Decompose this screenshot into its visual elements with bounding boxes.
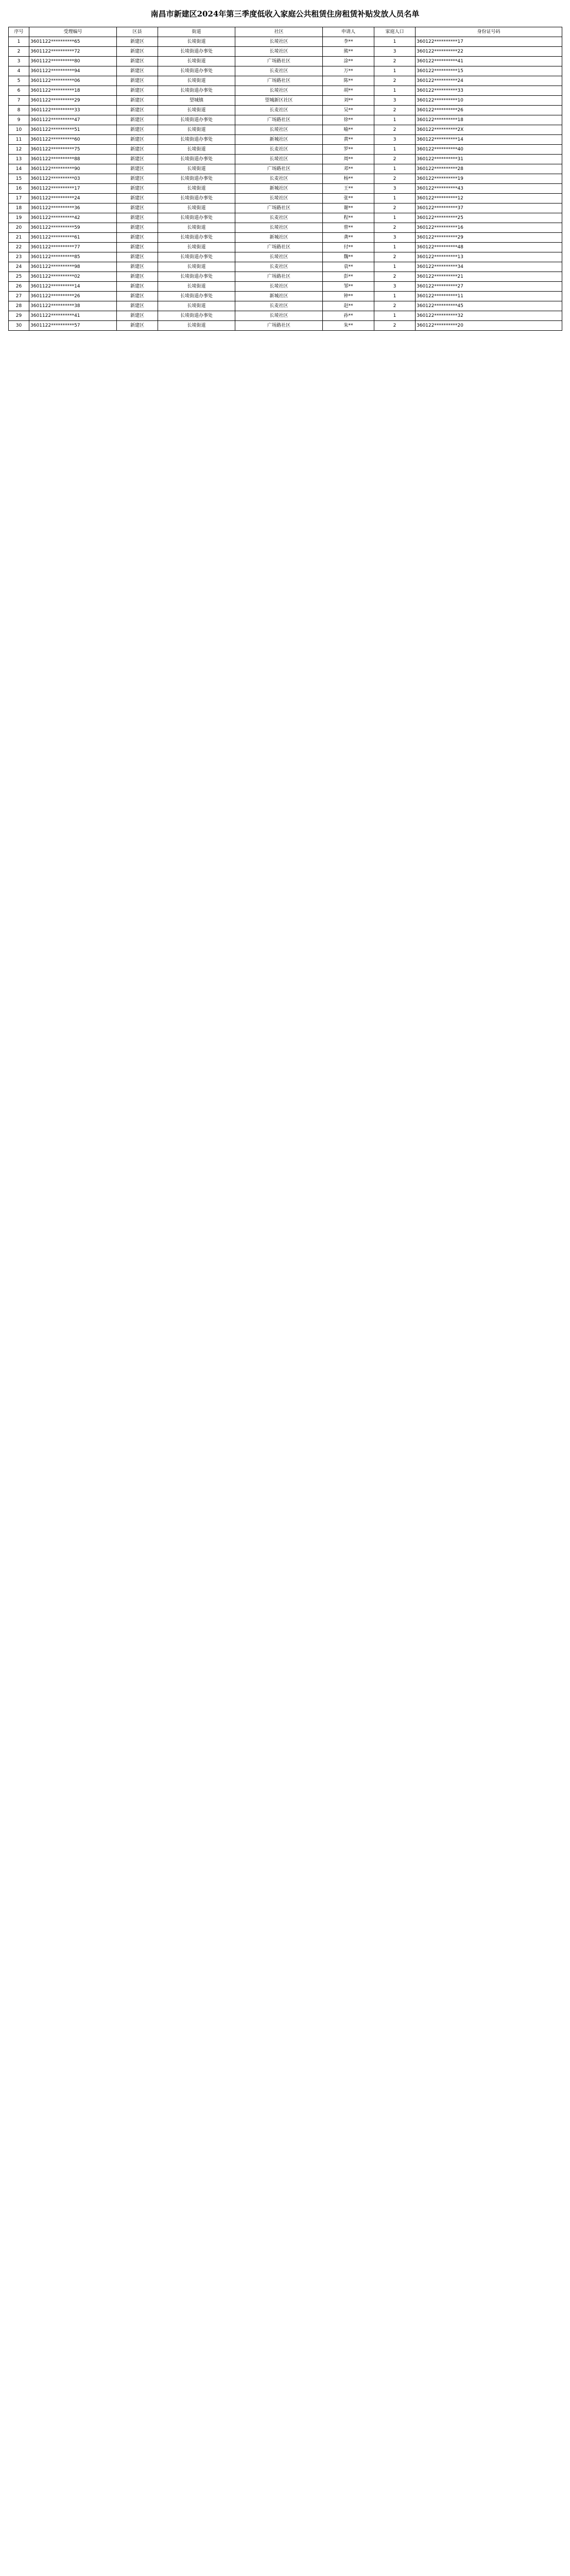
header-applicant: 申请人 [323,27,374,37]
cell-id: 3601122**********51 [29,125,117,135]
cell-seq: 27 [9,292,29,301]
cell-id: 3601122**********72 [29,47,117,57]
cell-household-size: 2 [374,223,416,233]
table-row [9,66,562,76]
cell-seq: 6 [9,86,29,96]
cell-district: 新建区 [117,223,158,233]
cell-id: 3601122**********06 [29,76,117,86]
cell-applicant: 徐** [323,115,374,125]
cell-applicant: 周** [323,155,374,164]
cell-household-size: 1 [374,194,416,204]
cell-street: 长堎街道 [158,125,235,135]
table-row [9,115,562,125]
cell-district: 新建区 [117,301,158,311]
cell-household-size: 3 [374,135,416,145]
cell-street: 长堎街道办事处 [158,66,235,76]
cell-street: 长堎街道办事处 [158,213,235,223]
cell-district: 新建区 [117,282,158,292]
cell-seq: 29 [9,311,29,321]
cell-seq: 12 [9,145,29,155]
cell-id: 3601122**********57 [29,321,117,331]
table-row [9,125,562,135]
cell-household-size: 1 [374,262,416,272]
cell-applicant: 邹** [323,282,374,292]
cell-street: 长堎街道 [158,204,235,213]
cell-id-card: 360122**********22 [416,47,562,57]
cell-community: 广场路社区 [235,272,323,282]
cell-applicant: 孙** [323,311,374,321]
cell-community: 长麦社区 [235,106,323,115]
cell-id-card: 360122**********37 [416,204,562,213]
cell-household-size: 1 [374,164,416,174]
cell-household-size: 1 [374,37,416,47]
cell-id: 3601122**********42 [29,213,117,223]
cell-street: 长堎街道办事处 [158,272,235,282]
cell-id-card: 360122**********24 [416,76,562,86]
cell-community: 广场路社区 [235,321,323,331]
cell-district: 新建区 [117,96,158,106]
cell-id: 3601122**********41 [29,311,117,321]
cell-id: 3601122**********36 [29,204,117,213]
table-row [9,213,562,223]
cell-district: 新建区 [117,145,158,155]
cell-household-size: 1 [374,145,416,155]
cell-applicant: 黄** [323,135,374,145]
cell-street: 长堎街道 [158,321,235,331]
cell-community: 长堎社区 [235,194,323,204]
cell-community: 长麦社区 [235,66,323,76]
cell-street: 长堎街道 [158,301,235,311]
cell-seq: 23 [9,252,29,262]
cell-id: 3601122**********60 [29,135,117,145]
cell-district: 新建区 [117,106,158,115]
cell-district: 新建区 [117,321,158,331]
cell-district: 新建区 [117,135,158,145]
cell-street: 长堎街道办事处 [158,252,235,262]
cell-id: 3601122**********90 [29,164,117,174]
cell-id: 3601122**********33 [29,106,117,115]
cell-id-card: 360122**********33 [416,86,562,96]
cell-id-card: 360122**********34 [416,262,562,272]
cell-id-card: 360122**********40 [416,145,562,155]
cell-district: 新建区 [117,125,158,135]
cell-district: 新建区 [117,194,158,204]
cell-id: 3601122**********98 [29,262,117,272]
cell-community: 长堎社区 [235,155,323,164]
cell-seq: 21 [9,233,29,243]
cell-applicant: 胡** [323,86,374,96]
table-header-row [9,27,562,37]
cell-household-size: 2 [374,155,416,164]
cell-street: 长堎街道办事处 [158,174,235,184]
cell-id-card: 360122**********25 [416,213,562,223]
cell-household-size: 2 [374,321,416,331]
cell-applicant: 张** [323,194,374,204]
cell-street: 长堎街道 [158,106,235,115]
cell-id: 3601122**********18 [29,86,117,96]
cell-applicant: 涂** [323,57,374,66]
cell-district: 新建区 [117,262,158,272]
cell-id-card: 360122**********16 [416,223,562,233]
cell-community: 长麦社区 [235,174,323,184]
cell-community: 望城新区社区 [235,96,323,106]
cell-seq: 1 [9,37,29,47]
header-id: 受理编号 [29,27,117,37]
cell-household-size: 2 [374,76,416,86]
cell-district: 新建区 [117,233,158,243]
cell-household-size: 1 [374,66,416,76]
table-row [9,292,562,301]
cell-household-size: 2 [374,204,416,213]
cell-id: 3601122**********02 [29,272,117,282]
cell-applicant: 龚** [323,233,374,243]
cell-seq: 4 [9,66,29,76]
cell-seq: 2 [9,47,29,57]
cell-applicant: 杨** [323,174,374,184]
cell-district: 新建区 [117,311,158,321]
cell-community: 长麦社区 [235,301,323,311]
cell-community: 新城社区 [235,184,323,194]
cell-community: 长堎社区 [235,47,323,57]
cell-id: 3601122**********88 [29,155,117,164]
cell-id-card: 360122**********43 [416,184,562,194]
cell-community: 长麦社区 [235,213,323,223]
cell-seq: 26 [9,282,29,292]
cell-id-card: 360122**********2X [416,125,562,135]
cell-district: 新建区 [117,272,158,282]
cell-seq: 9 [9,115,29,125]
cell-seq: 20 [9,223,29,233]
cell-street: 望城镇 [158,96,235,106]
cell-seq: 11 [9,135,29,145]
cell-seq: 10 [9,125,29,135]
cell-id-card: 360122**********13 [416,252,562,262]
cell-street: 长堎街道办事处 [158,47,235,57]
cell-street: 长堎街道 [158,164,235,174]
table-row [9,155,562,164]
table-row [9,311,562,321]
cell-id: 3601122**********47 [29,115,117,125]
cell-household-size: 1 [374,311,416,321]
cell-seq: 3 [9,57,29,66]
cell-district: 新建区 [117,66,158,76]
cell-district: 新建区 [117,292,158,301]
cell-household-size: 2 [374,125,416,135]
cell-seq: 5 [9,76,29,86]
cell-seq: 15 [9,174,29,184]
cell-household-size: 2 [374,301,416,311]
cell-household-size: 2 [374,106,416,115]
cell-seq: 22 [9,243,29,252]
cell-id: 3601122**********77 [29,243,117,252]
header-id-card: 身份证号码 [416,27,562,37]
cell-id-card: 360122**********20 [416,321,562,331]
cell-id: 3601122**********65 [29,37,117,47]
cell-household-size: 1 [374,213,416,223]
cell-applicant: 吴** [323,106,374,115]
cell-id-card: 360122**********45 [416,301,562,311]
table-row [9,194,562,204]
cell-applicant: 王** [323,184,374,194]
cell-household-size: 1 [374,243,416,252]
header-seq: 序号 [9,27,29,37]
header-community: 社区 [235,27,323,37]
cell-household-size: 1 [374,292,416,301]
table-row [9,164,562,174]
cell-id-card: 360122**********10 [416,96,562,106]
cell-household-size: 3 [374,233,416,243]
cell-street: 长堎街道办事处 [158,292,235,301]
cell-district: 新建区 [117,47,158,57]
cell-applicant: 彭** [323,272,374,282]
roster-table [8,27,562,331]
cell-household-size: 2 [374,252,416,262]
cell-district: 新建区 [117,76,158,86]
table-row [9,96,562,106]
table-row [9,301,562,311]
cell-community: 长堎社区 [235,37,323,47]
cell-id-card: 360122**********31 [416,155,562,164]
cell-district: 新建区 [117,57,158,66]
cell-id: 3601122**********38 [29,301,117,311]
cell-district: 新建区 [117,204,158,213]
cell-applicant: 邓** [323,164,374,174]
cell-district: 新建区 [117,164,158,174]
table-row [9,223,562,233]
cell-id: 3601122**********59 [29,223,117,233]
cell-seq: 28 [9,301,29,311]
cell-applicant: 喻** [323,125,374,135]
cell-community: 新城社区 [235,292,323,301]
cell-id: 3601122**********14 [29,282,117,292]
cell-applicant: 朱** [323,321,374,331]
cell-community: 长堎社区 [235,223,323,233]
cell-community: 广场路社区 [235,57,323,66]
cell-household-size: 1 [374,86,416,96]
cell-household-size: 2 [374,174,416,184]
cell-id-card: 360122**********41 [416,57,562,66]
table-row [9,233,562,243]
cell-street: 长堎街道办事处 [158,135,235,145]
cell-street: 长堎街道 [158,282,235,292]
cell-id-card: 360122**********11 [416,292,562,301]
cell-id: 3601122**********75 [29,145,117,155]
cell-street: 长堎街道办事处 [158,311,235,321]
cell-district: 新建区 [117,252,158,262]
cell-district: 新建区 [117,213,158,223]
cell-community: 长堎社区 [235,125,323,135]
cell-district: 新建区 [117,174,158,184]
table-row [9,184,562,194]
cell-applicant: 熊** [323,47,374,57]
cell-community: 广场路社区 [235,76,323,86]
cell-household-size: 3 [374,47,416,57]
cell-applicant: 陈** [323,76,374,86]
cell-street: 长堎街道 [158,262,235,272]
cell-applicant: 袁** [323,262,374,272]
table-row [9,282,562,292]
cell-id: 3601122**********24 [29,194,117,204]
cell-applicant: 魏** [323,252,374,262]
table-row [9,37,562,47]
cell-applicant: 刘** [323,96,374,106]
cell-id: 3601122**********29 [29,96,117,106]
cell-street: 长堎街道 [158,184,235,194]
table-row [9,57,562,66]
cell-street: 长堎街道 [158,37,235,47]
table-body [9,37,562,331]
cell-id-card: 360122**********26 [416,106,562,115]
cell-seq: 7 [9,96,29,106]
cell-household-size: 3 [374,184,416,194]
cell-street: 长堎街道 [158,76,235,86]
cell-community: 广场路社区 [235,243,323,252]
cell-applicant: 付** [323,243,374,252]
cell-applicant: 罗** [323,145,374,155]
cell-id-card: 360122**********19 [416,174,562,184]
table-row [9,47,562,57]
cell-district: 新建区 [117,86,158,96]
cell-id-card: 360122**********27 [416,282,562,292]
cell-id-card: 360122**********32 [416,311,562,321]
cell-community: 长麦社区 [235,262,323,272]
cell-applicant: 李** [323,37,374,47]
cell-id: 3601122**********85 [29,252,117,262]
header-street: 街道 [158,27,235,37]
cell-seq: 18 [9,204,29,213]
cell-id-card: 360122**********17 [416,37,562,47]
cell-id-card: 360122**********18 [416,115,562,125]
cell-id-card: 360122**********14 [416,135,562,145]
cell-community: 长堎社区 [235,311,323,321]
cell-id: 3601122**********94 [29,66,117,76]
cell-seq: 19 [9,213,29,223]
cell-community: 新城社区 [235,233,323,243]
cell-district: 新建区 [117,37,158,47]
cell-street: 长堎街道 [158,145,235,155]
cell-id: 3601122**********17 [29,184,117,194]
table-row [9,252,562,262]
table-row [9,135,562,145]
cell-community: 新城社区 [235,135,323,145]
cell-seq: 25 [9,272,29,282]
cell-seq: 16 [9,184,29,194]
cell-street: 长堎街道办事处 [158,233,235,243]
cell-district: 新建区 [117,184,158,194]
cell-id-card: 360122**********12 [416,194,562,204]
cell-district: 新建区 [117,115,158,125]
cell-seq: 14 [9,164,29,174]
cell-id: 3601122**********61 [29,233,117,243]
cell-seq: 17 [9,194,29,204]
cell-community: 长麦社区 [235,145,323,155]
cell-household-size: 3 [374,96,416,106]
cell-id-card: 360122**********21 [416,272,562,282]
cell-district: 新建区 [117,155,158,164]
table-row [9,204,562,213]
table-row [9,272,562,282]
header-household-size: 家庭人口 [374,27,416,37]
document-title: 南昌市新建区2024年第三季度低收入家庭公共租赁住房租赁补贴发放人员名单 [150,9,420,19]
cell-household-size: 2 [374,272,416,282]
cell-community: 长堎社区 [235,282,323,292]
table-row [9,243,562,252]
cell-applicant: 钟** [323,292,374,301]
table-row [9,76,562,86]
cell-street: 长堎街道办事处 [158,155,235,164]
cell-applicant: 程** [323,213,374,223]
cell-seq: 24 [9,262,29,272]
cell-household-size: 1 [374,115,416,125]
table-row [9,145,562,155]
cell-applicant: 万** [323,66,374,76]
cell-id: 3601122**********80 [29,57,117,66]
table-row [9,86,562,96]
header-district: 区县 [117,27,158,37]
cell-id-card: 360122**********48 [416,243,562,252]
cell-street: 长堎街道办事处 [158,86,235,96]
cell-seq: 30 [9,321,29,331]
cell-community: 长堎社区 [235,86,323,96]
cell-community: 长堎社区 [235,252,323,262]
cell-household-size: 3 [374,282,416,292]
cell-street: 长堎街道办事处 [158,194,235,204]
cell-community: 广场路社区 [235,164,323,174]
cell-street: 长堎街道 [158,57,235,66]
cell-seq: 13 [9,155,29,164]
cell-community: 广场路社区 [235,204,323,213]
table-row [9,174,562,184]
table-row [9,106,562,115]
cell-household-size: 2 [374,57,416,66]
cell-id-card: 360122**********15 [416,66,562,76]
cell-street: 长堎街道 [158,223,235,233]
cell-applicant: 谢** [323,204,374,213]
cell-seq: 8 [9,106,29,115]
table-row [9,321,562,331]
table-row [9,262,562,272]
cell-applicant: 曾** [323,223,374,233]
cell-id-card: 360122**********29 [416,233,562,243]
cell-id: 3601122**********26 [29,292,117,301]
cell-id: 3601122**********03 [29,174,117,184]
cell-street: 长堎街道办事处 [158,115,235,125]
cell-community: 广场路社区 [235,115,323,125]
cell-applicant: 赵** [323,301,374,311]
cell-street: 长堎街道 [158,243,235,252]
cell-district: 新建区 [117,243,158,252]
cell-id-card: 360122**********28 [416,164,562,174]
